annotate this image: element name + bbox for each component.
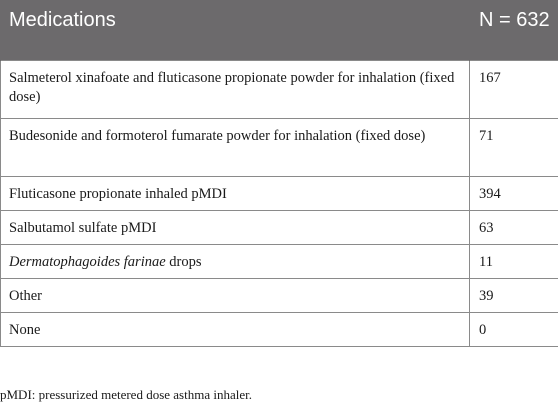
table-row (1, 210, 558, 244)
table-row (1, 312, 558, 346)
header-medications: Medications (1, 0, 470, 60)
header-n-count: N = 632 (470, 0, 558, 60)
count-cell: 11 (470, 244, 558, 278)
medication-cell: Budesonide and formoterol fumarate powder for inhalation (fixed dose) (1, 118, 470, 176)
count-cell: 167 (470, 60, 558, 118)
count-cell: 71 (470, 118, 558, 176)
table-row (1, 118, 558, 176)
medication-cell: None (1, 312, 470, 346)
table-row (1, 244, 558, 278)
count-cell: 394 (470, 176, 558, 210)
table-row (1, 60, 558, 118)
table-footnote: pMDI: pressurized metered dose asthma inhaler. (0, 387, 252, 402)
table-row (1, 278, 558, 312)
medication-cell (1, 244, 470, 278)
medication-cell: Salbutamol sulfate pMDI (1, 210, 470, 244)
table-header-row (1, 0, 558, 60)
table-row (1, 176, 558, 210)
count-cell: 39 (470, 278, 558, 312)
medication-cell: Salmeterol xinafoate and fluticasone propionate powder for inhalation (fixed dose) (1, 60, 470, 118)
count-cell: 63 (470, 210, 558, 244)
medication-cell: Fluticasone propionate inhaled pMDI (1, 176, 470, 210)
medication-italic-name: Dermatophagoides farinae (9, 253, 166, 270)
count-cell: 0 (470, 312, 558, 346)
medication-cell: Other (1, 278, 470, 312)
medication-name-suffix: drops (165, 253, 202, 270)
